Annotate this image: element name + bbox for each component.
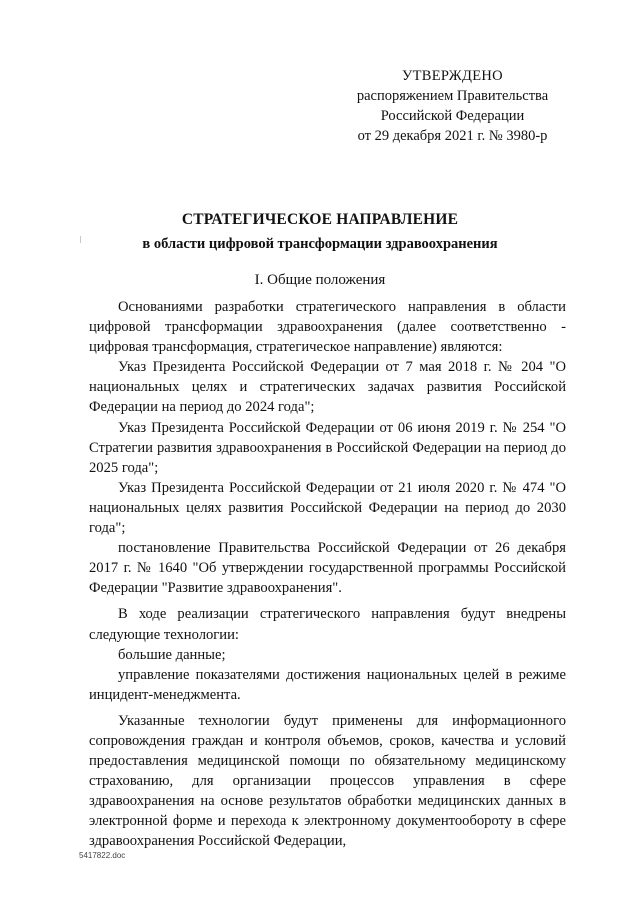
paragraph-resolution-1640: постановление Правительства Российской Федерации от 26 декабря 2017 г. № 1640 "Об утверждении государственной программы Российской Федерации "Развитие здравоохранения". <box>89 540 566 597</box>
approval-line-3: от 29 декабря 2021 г. № 3980-р <box>357 128 548 144</box>
title-block <box>80 209 560 255</box>
paragraph-technologies-application: Указанные технологии будут применены для информационного сопровождения граждан и контроля объемов, сроков, качества и условий предоставления медицинской помощи по обязательному медицинскому страхованию, для организации процессов управления в сфере здравоохранения на основе результатов обработки медицинских данных в электронной форме и перехода к электронному документообороту в сфере здравоохранения Российской Федерации, <box>89 712 566 850</box>
paragraph-incident-management: управление показателями достижения национальных целей в режиме инцидент-менеджмента. <box>89 666 566 703</box>
document-title: СТРАТЕГИЧЕСКОЕ НАПРАВЛЕНИЕ <box>181 211 459 228</box>
approval-line-1: распоряжением Правительства <box>356 88 549 104</box>
approval-stamp: УТВЕРЖДЕНО <box>402 68 503 84</box>
footer-file-code: 5417822.doc <box>79 851 126 860</box>
section-heading: I. Общие положения <box>254 272 386 288</box>
paragraph-decree-204: Указ Президента Российской Федерации от 7 мая 2018 г. № 204 "О национальных целях и стратегических задачах развития Российской Федерации на период до 2024 года"; <box>89 359 566 416</box>
paragraph-basis: Основаниями разработки стратегического направления в области цифровой трансформации здравоохранения (далее соответственно - цифровая трансформация, стратегическое направление) являются: <box>89 299 566 356</box>
approval-block <box>340 66 565 146</box>
paragraph-decree-474: Указ Президента Российской Федерации от 21 июля 2020 г. № 474 "О национальных целях развития Российской Федерации на период до 2030 года"; <box>89 479 566 537</box>
paragraph-decree-254: Указ Президента Российской Федерации от 06 июня 2019 г. № 254 "О Стратегии развития здравоохранения в Российской Федерации на период до 2025 года"; <box>89 419 566 476</box>
paragraph-big-data: большие данные; <box>118 646 226 663</box>
document-body <box>89 297 566 852</box>
approval-line-2: Российской Федерации <box>380 108 525 124</box>
paragraph-technologies-intro: В ходе реализации стратегического направления будут внедрены следующие технологии: <box>89 606 566 643</box>
document-subtitle: в области цифровой трансформации здравоохранения <box>142 236 498 252</box>
